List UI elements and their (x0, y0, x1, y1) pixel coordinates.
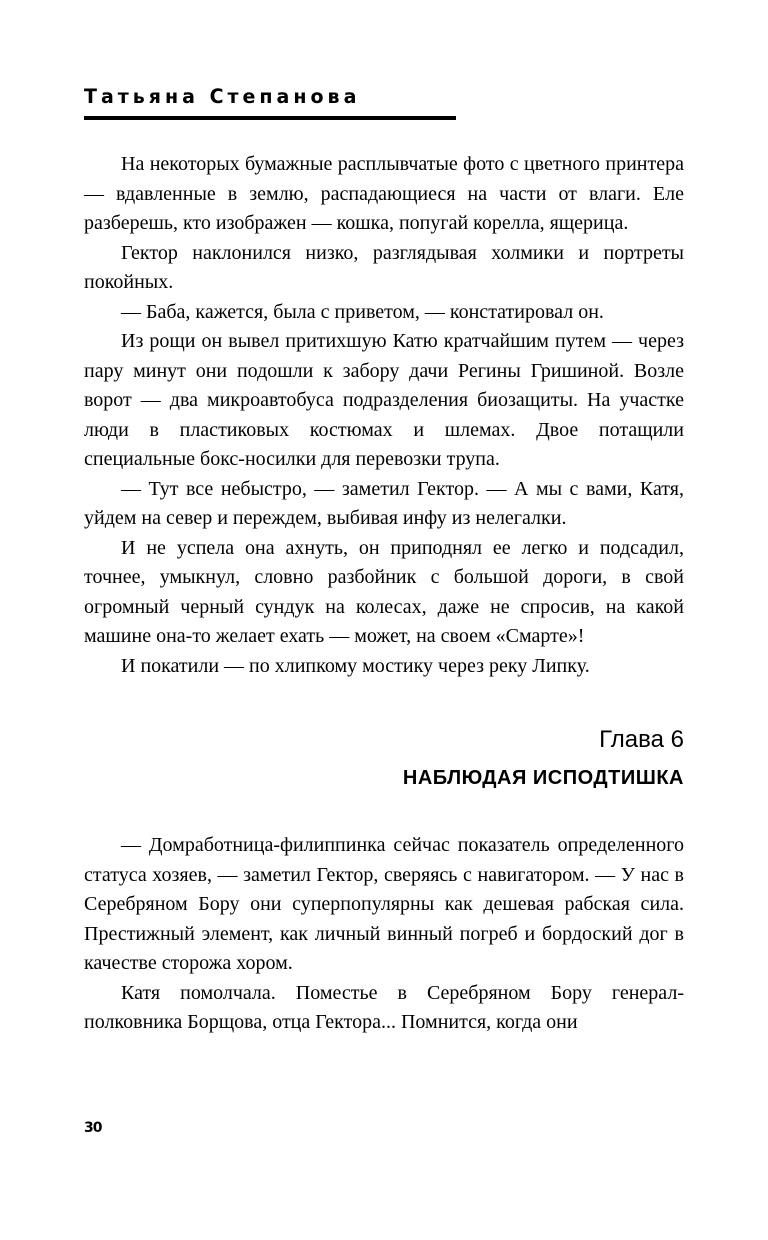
paragraph: Катя помолчала. Поместье в Серебряном Бору генерал-полковника Борщова, отца Гектора... Помнится, когда они (84, 981, 684, 1033)
paragraph: — Тут все небыстро, — заметил Гектор. — А мы с вами, Катя, уйдем на север и переждем, выбивая инфу из нелегалки. (84, 477, 684, 529)
paragraph: И покатили — по хлипкому мостику через реку Липку. (121, 654, 590, 677)
paragraph: — Баба, кажется, была с приветом, — констатировал он. (121, 300, 604, 323)
paragraph: На некоторых бумажные расплывчатые фото с цветного принтера — вдавленные в землю, распадающиеся на части от влаги. Еле разберешь, кто изображен — кошка, попугай корелла, ящерица. (84, 153, 684, 234)
paragraph: — Домработница-филиппинка сейчас показатель определенного статуса хозяев, — заметил Гектор, сверяясь с навигатором. — У нас в Серебряном Бору они суперпопулярны как дешевая рабская сила. Престижный элемент, как личный винный погреб и бордоский дог в качестве сторожа хором. (84, 834, 684, 974)
paragraph: И не успела она ахнуть, он приподнял ее легко и подсадил, точнее, умыкнул, словно разбойник с большой дороги, в свой огромный черный сундук на колесах, даже не спросив, на какой машине она-то желает ехать — может, на своем «Смарте»! (84, 536, 684, 647)
chapter-heading (84, 725, 684, 791)
body-text (84, 150, 684, 1038)
paragraph: Гектор наклонился низко, разглядывая холмики и портреты покойных. (84, 241, 684, 293)
paragraph: Из рощи он вывел притихшую Катю кратчайшим путем — через пару минут они подошли к забору дачи Регины Гришиной. Возле ворот — два микроавтобуса подразделения биозащиты. На участке люди в пластиковых костюмах и шлемах. Двое потащили специальные бокс-носилки для перевозки трупа. (84, 330, 684, 470)
author-name: Татьяна Степанова (84, 84, 361, 108)
running-header (84, 86, 456, 120)
page-number: 30 (84, 1120, 102, 1136)
chapter-title: НАБЛЮДАЯ ИСПОДТИШКА (402, 767, 684, 789)
chapter-number: Глава 6 (599, 726, 684, 753)
